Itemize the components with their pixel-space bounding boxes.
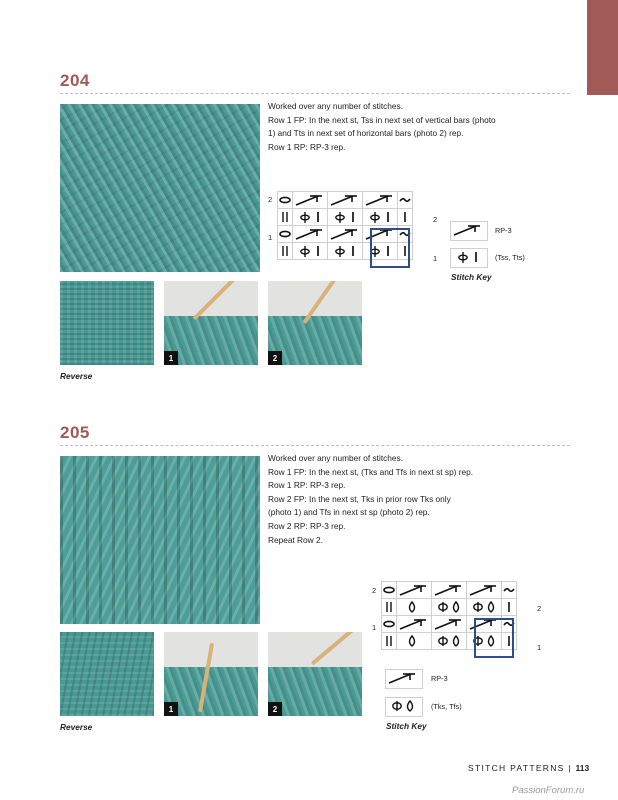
chart-cell <box>397 599 432 616</box>
chart-cell <box>382 582 397 599</box>
bar-icon <box>502 600 516 614</box>
swatch-photo-205 <box>60 456 260 624</box>
chart-right-label: 2 <box>433 215 438 224</box>
chart-cell <box>328 243 363 260</box>
section-number-205: 205 <box>60 423 90 442</box>
swatch-photo-204 <box>60 104 260 272</box>
step-badge: 1 <box>164 702 178 716</box>
double-bar-icon <box>382 634 396 648</box>
chart-cell <box>278 243 293 260</box>
step-badge: 2 <box>268 702 282 716</box>
chart-cell <box>278 226 293 243</box>
double-bar-icon <box>278 244 292 258</box>
bar-icon <box>398 210 412 224</box>
tss-tts-icon <box>328 244 362 258</box>
tss-tts-icon <box>363 210 397 224</box>
stitch-key-title: Stitch Key <box>451 272 492 282</box>
tss-tts-icon <box>328 210 362 224</box>
tks-tfs-icon <box>432 600 466 614</box>
page-footer <box>468 763 589 773</box>
chart-cell <box>293 209 328 226</box>
chart-cell <box>397 616 432 633</box>
instruction-line: Row 1 FP: In the next st, Tss in next set of vertical bars (photo <box>268 114 496 125</box>
rp3-icon <box>397 583 431 597</box>
double-bar-icon <box>278 210 292 224</box>
instruction-line: Worked over any number of stitches. <box>268 453 403 463</box>
chart-cell <box>328 226 363 243</box>
chart-cell <box>328 192 363 209</box>
chart-cell <box>467 582 502 599</box>
tilde-icon <box>502 585 516 595</box>
chart-right-label: 1 <box>537 643 542 652</box>
chart-cell <box>278 192 293 209</box>
chart-cell <box>293 226 328 243</box>
chart-cell <box>398 192 413 209</box>
step-photo-2 <box>268 632 362 716</box>
key-label: RP-3 <box>431 674 448 683</box>
rp3-icon <box>328 193 362 207</box>
chapter-tab <box>587 0 618 95</box>
step-photo-1 <box>164 281 258 365</box>
chart-cell <box>398 209 413 226</box>
step-badge: 1 <box>164 351 178 365</box>
rp3-icon <box>432 583 466 597</box>
key-symbol-box <box>385 697 423 717</box>
chart-cell <box>278 209 293 226</box>
chart-right-label: 2 <box>537 604 542 613</box>
instruction-line: Repeat Row 2. <box>268 534 323 545</box>
footer-section: STITCH PATTERNS <box>468 763 565 773</box>
instruction-line: (photo 1) and Tfs in next st sp (photo 2) rep. <box>268 507 430 518</box>
double-bar-icon <box>382 600 396 614</box>
chart-cell <box>502 582 517 599</box>
instruction-line: Row 1 FP: In the next st, (Tks and Tfs in next st sp) rep. <box>268 466 474 477</box>
tilde-icon <box>398 195 412 205</box>
instruction-line: Row 2 FP: In the next st, Tks in prior row Tks only <box>268 493 451 504</box>
tks-tfs-icon <box>467 600 501 614</box>
rp3-icon <box>328 227 362 241</box>
footer-separator: | <box>568 763 572 773</box>
section-divider <box>60 93 570 94</box>
chart-cell <box>363 192 398 209</box>
step-badge: 2 <box>268 351 282 365</box>
chart-row-label: 2 <box>372 586 377 595</box>
instruction-line: Worked over any number of stitches. <box>268 101 403 111</box>
reverse-caption: Reverse <box>60 722 93 732</box>
instruction-line: Row 2 RP: RP-3 rep. <box>268 520 346 531</box>
rp3-icon <box>451 222 485 238</box>
repeat-highlight-box <box>370 228 410 268</box>
section-divider <box>60 445 570 446</box>
tks-only-icon <box>397 600 431 614</box>
chart-cell <box>397 582 432 599</box>
key-label: RP-3 <box>495 226 512 235</box>
rp3-icon <box>293 193 327 207</box>
rp3-icon <box>432 617 466 631</box>
chart-row-label: 1 <box>372 623 377 632</box>
chart-cell <box>382 616 397 633</box>
tss-tts-icon <box>451 249 485 265</box>
loop-icon <box>382 619 396 629</box>
reverse-swatch-photo <box>60 632 154 716</box>
rp3-icon <box>363 193 397 207</box>
instructions-204 <box>268 100 496 154</box>
tss-tts-icon <box>293 210 327 224</box>
chart-cell <box>382 633 397 650</box>
tss-tts-icon <box>293 244 327 258</box>
chart-right-label: 1 <box>433 254 438 263</box>
chart-cell <box>328 209 363 226</box>
rp3-icon <box>397 617 431 631</box>
reverse-swatch-photo <box>60 281 154 365</box>
chart-cell <box>502 599 517 616</box>
chart-cell <box>432 599 467 616</box>
chart-cell <box>363 209 398 226</box>
section-number-204: 204 <box>60 71 90 90</box>
key-label: (Tss, Tts) <box>495 253 525 262</box>
page-number: 113 <box>575 763 590 773</box>
rp3-icon <box>467 583 501 597</box>
chart-cell <box>432 633 467 650</box>
chart-cell <box>382 599 397 616</box>
chart-cell <box>432 582 467 599</box>
key-symbol-box <box>450 248 488 268</box>
watermark: PassionForum.ru <box>512 785 585 796</box>
step-photo-1 <box>164 632 258 716</box>
rp3-icon <box>386 670 420 686</box>
instruction-line: Row 1 RP: RP-3 rep. <box>268 480 346 491</box>
chart-cell <box>293 243 328 260</box>
tks-only-icon <box>397 634 431 648</box>
chart-cell <box>397 633 432 650</box>
instruction-line: 1) and Tts in next set of horizontal bars (photo 2) rep. <box>268 128 464 139</box>
stitch-key-title: Stitch Key <box>386 721 427 731</box>
loop-icon <box>382 585 396 595</box>
loop-icon <box>278 229 292 239</box>
repeat-highlight-box <box>474 618 514 658</box>
tks-tfs-icon <box>386 698 420 714</box>
chart-cell <box>467 599 502 616</box>
instructions-205 <box>268 452 473 547</box>
key-symbol-box <box>385 669 423 689</box>
instruction-line: Row 1 RP: RP-3 rep. <box>268 141 346 152</box>
step-photo-2 <box>268 281 362 365</box>
key-label: (Tks, Tfs) <box>431 702 462 711</box>
chart-row-label: 1 <box>268 233 273 242</box>
key-symbol-box <box>450 221 488 241</box>
chart-cell <box>293 192 328 209</box>
loop-icon <box>278 195 292 205</box>
reverse-caption: Reverse <box>60 371 93 381</box>
chart-cell <box>432 616 467 633</box>
rp3-icon <box>293 227 327 241</box>
tks-tfs-icon <box>432 634 466 648</box>
chart-row-label: 2 <box>268 195 273 204</box>
